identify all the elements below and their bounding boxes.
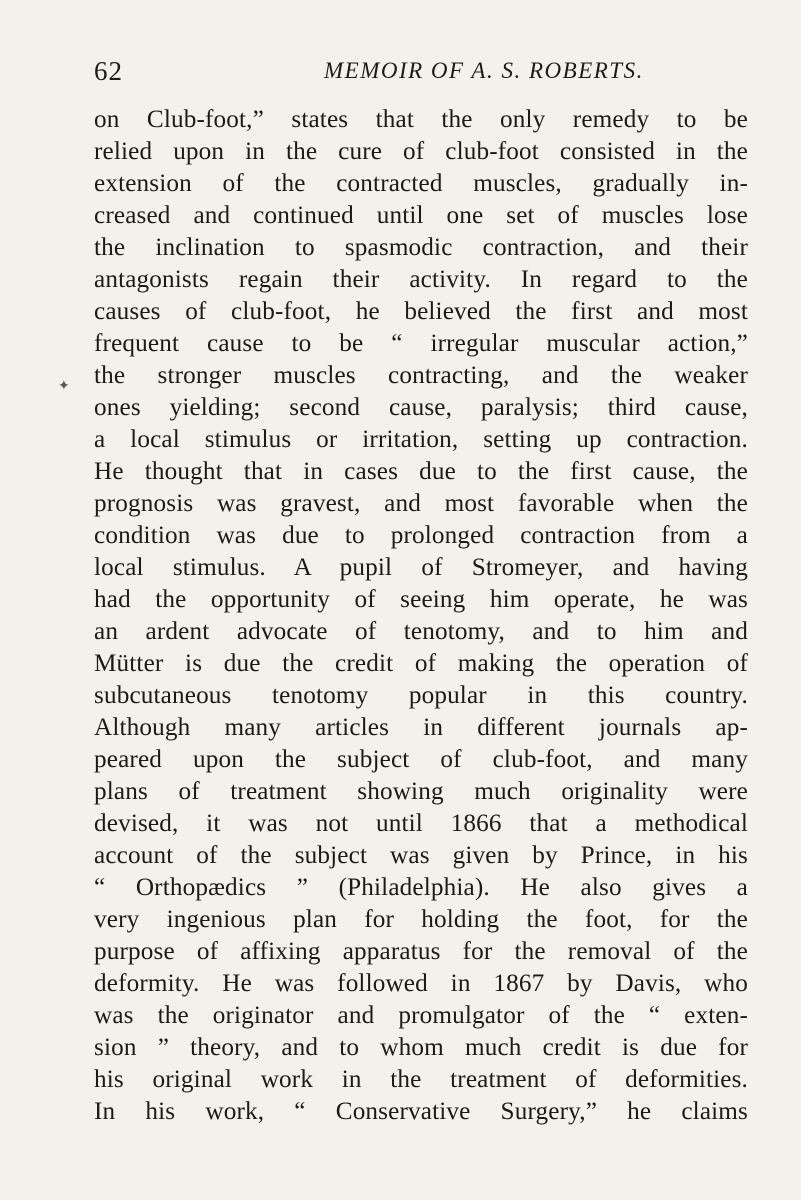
text-line: He thought that in cases due to the first cause, the	[94, 458, 748, 485]
text-line: causes of club-foot, he believed the first and most	[94, 298, 748, 325]
text-line: Mütter is due the credit of making the operation of	[94, 650, 748, 677]
text-line: prognosis was gravest, and most favorable when the	[94, 490, 748, 517]
text-line: ones yielding; second cause, paralysis; third cause,	[94, 394, 748, 421]
body-text	[94, 104, 748, 1128]
text-line: the stronger muscles contracting, and the weaker	[94, 362, 748, 389]
text-line: “ Orthopædics ” (Philadelphia). He also gives a	[94, 874, 748, 901]
text-line: relied upon in the cure of club-foot consisted in the	[94, 138, 748, 165]
text-line: creased and continued until one set of muscles lose	[94, 202, 748, 229]
text-line: on Club-foot,” states that the only remedy to be	[94, 106, 748, 133]
text-line: the inclination to spasmodic contraction, and their	[94, 234, 748, 261]
text-line: was the originator and promulgator of the “ exten-	[94, 1002, 748, 1029]
text-line: purpose of affixing apparatus for the removal of the	[94, 938, 748, 965]
text-line: peared upon the subject of club-foot, and many	[94, 746, 748, 773]
margin-mark-icon: ✦	[58, 379, 70, 394]
text-line: very ingenious plan for holding the foot, for the	[94, 906, 748, 933]
text-line: a local stimulus or irritation, setting up contraction.	[94, 426, 748, 453]
text-line: sion ” theory, and to whom much credit is due for	[94, 1034, 748, 1061]
text-line: frequent cause to be “ irregular muscular action,”	[94, 330, 748, 357]
text-line: subcutaneous tenotomy popular in this country.	[94, 682, 748, 709]
text-line: plans of treatment showing much originality were	[94, 778, 748, 805]
page-number: 62	[94, 56, 123, 86]
text-line: local stimulus. A pupil of Stromeyer, and having	[94, 554, 748, 581]
text-line: devised, it was not until 1866 that a methodical	[94, 810, 748, 837]
text-line: account of the subject was given by Prince, in his	[94, 842, 748, 869]
text-line: antagonists regain their activity. In regard to the	[94, 266, 748, 293]
text-line: extension of the contracted muscles, gradually in-	[94, 170, 748, 197]
running-head	[94, 46, 734, 86]
text-line: deformity. He was followed in 1867 by Davis, who	[94, 970, 748, 997]
text-line: his original work in the treatment of deformities.	[94, 1066, 748, 1093]
text-line: Although many articles in different journals ap-	[94, 714, 748, 741]
text-line: condition was due to prolonged contraction from a	[94, 522, 748, 549]
text-line: In his work, “ Conservative Surgery,” he claims	[94, 1098, 748, 1125]
running-title: MEMOIR OF A. S. ROBERTS.	[324, 58, 644, 83]
text-line: an ardent advocate of tenotomy, and to him and	[94, 618, 748, 645]
text-line: had the opportunity of seeing him operate, he was	[94, 586, 748, 613]
